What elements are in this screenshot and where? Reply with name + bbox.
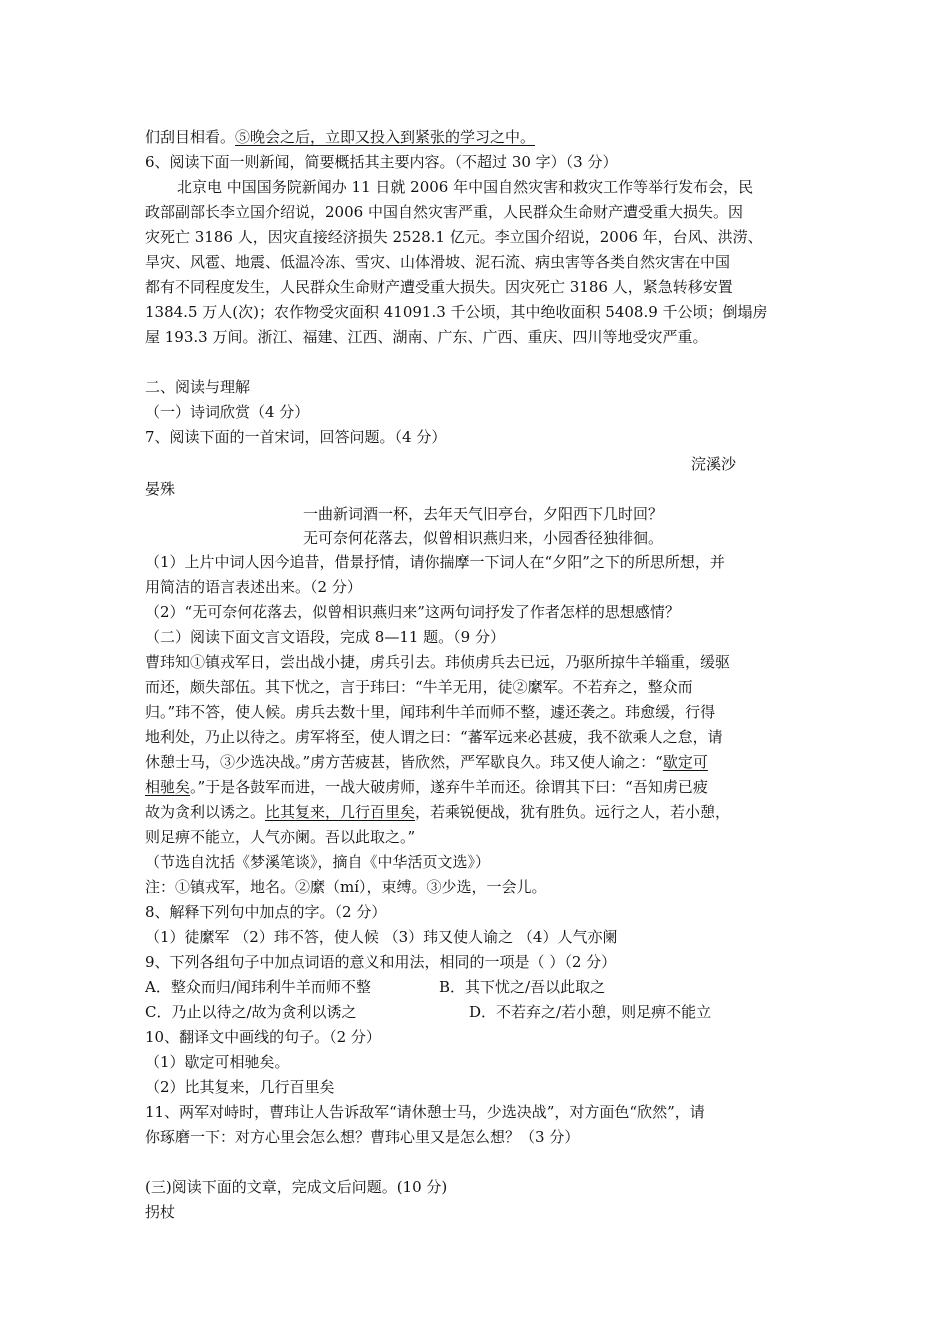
classical-text-line [145, 800, 730, 824]
underlined-sentence: 歇定可 [662, 753, 708, 771]
text-segment: 故为贪利以诱之。 [145, 803, 266, 821]
option-d: D．不若弃之/若小憩，则足痹不能立 [469, 1003, 712, 1021]
option-b: B．其下忧之/吾以此取之 [439, 978, 606, 996]
text-segment: 休憩士马，③少选决战。”虏方苦疲甚，皆欣然，严军歇良久。玮又使人谕之：“ [145, 753, 663, 771]
classical-text-line: 而还，颇失部伍。其下忧之，言于玮曰：“牛羊无用，徒②縻军。不若弃之，整众而 [145, 678, 693, 696]
question-10-item: （1）歇定可相驰矣。 [145, 1053, 290, 1071]
text-segment: ，若乘锐便战，犹有胜负。远行之人，若小憩， [415, 803, 731, 821]
classical-text-line: 则足痹不能立，人气亦阑。吾以此取之。” [145, 828, 416, 846]
option-c: C．乃止以待之/故为贪利以诱之 [145, 1003, 357, 1021]
poem-title: 浣溪沙 [691, 455, 737, 473]
news-paragraph-line: 屋 193.3 万间。浙江、福建、江西、湖南、广东、广西、重庆、四川等地受灾严重。 [145, 328, 708, 346]
underlined-sentence: 相驰矣 [145, 778, 191, 796]
classical-text-line [145, 750, 708, 774]
poem-line: 一曲新词酒一杯，去年天气旧亭台，夕阳西下几时回？ [303, 505, 664, 523]
question-10-item: （2）比其复来，几行百里矣 [145, 1078, 335, 1096]
question-7-1-line: 用简洁的语言表述出来。（2 分） [145, 578, 362, 596]
annotation-note: 注：①镇戎军，地名。②縻（mí），束缚。③少选，一会儿。 [145, 878, 547, 896]
question-11-line: 你琢磨一下：对方心里会怎么想？曹玮心里又是怎么想？（3 分） [145, 1128, 580, 1146]
news-paragraph-line: 灾死亡 3186 人，因灾直接经济损失 2528.1 亿元。李立国介绍说，2006 年，台风、洪涝、 [145, 228, 763, 246]
question-8-items: （1）徒縻军 （2）玮不答，使人候 （3）玮又使人谕之 （4）人气亦阑 [145, 928, 618, 946]
poem-line: 无可奈何花落去，似曾相识燕归来，小园香径独徘徊。 [303, 529, 664, 547]
classical-text-line: 曹玮知①镇戎军日，尝出战小捷，虏兵引去。玮侦虏兵去已远，乃驱所掠牛羊辎重，缓驱 [145, 653, 731, 671]
news-paragraph-line: 政部副部长李立国介绍说，2006 中国自然灾害严重，人民群众生命财产遭受重大损失。因 [145, 203, 743, 221]
question-6-prompt: 6、阅读下面一则新闻，简要概括其主要内容。（不超过 30 字）（3 分） [145, 153, 618, 171]
subsection-heading: （二）阅读下面文言文语段，完成 8—11 题。（9 分） [145, 628, 505, 646]
classical-text-line: 地利处，乃止以待之。虏军将至，使人谓之曰：“蕃军远来必甚疲，我不欲乘人之怠，请 [145, 728, 723, 746]
news-paragraph-line: 1384.5 万人(次)；农作物受灾面积 41091.3 千公顷，其中绝收面积 5408.9 千公顷；倒塌房 [145, 303, 768, 321]
question-7-prompt: 7、阅读下面的一首宋词，回答问题。（4 分） [145, 428, 447, 446]
news-paragraph-line: 旱灾、风雹、地震、低温冷冻、雪灾、山体滑坡、泥石流、病虫害等各类自然灾害在中国 [145, 253, 731, 271]
classical-text-line: 归。”玮不答，使人候。虏兵去数十里，闻玮利牛羊而师不整，遽还袭之。玮愈缓，行得 [145, 703, 716, 721]
underlined-sentence: 比其复来，几行百里矣 [265, 803, 416, 821]
text-segment: 。”于是各鼓军而进，一战大破虏师，遂弃牛羊而还。徐谓其下曰：“吾知虏已疲 [190, 778, 708, 796]
source-note: （节选自沈括《梦溪笔谈》，摘自《中华活页文选》） [145, 853, 491, 871]
text-line [145, 125, 535, 149]
subsection-heading: (三)阅读下面的文章，完成文后问题。(10 分) [145, 1178, 448, 1196]
text-segment: 们刮目相看。 [145, 128, 236, 146]
news-paragraph-line: 北京电 中国国务院新闻办 11 日就 2006 年中国自然灾害和救灾工作等举行发布会，民 [177, 178, 754, 196]
question-8-prompt: 8、解释下列句中加点的字。（2 分） [145, 903, 387, 921]
question-7-1-line: （1）上片中词人因今追昔，借景抒情，请你揣摩一下词人在“夕阳”之下的所思所想，并 [145, 553, 725, 571]
question-9-prompt: 9、下列各组句子中加点词语的意义和用法，相同的一项是（ ）（2 分） [145, 953, 617, 971]
underlined-sentence: ⑤晚会之后，立即又投入到紧张的学习之中。 [235, 128, 536, 146]
classical-text-line [145, 775, 708, 799]
question-7-2: （2）“无可奈何花落去，似曾相识燕归来”这两句词抒发了作者怎样的思想感情？ [145, 603, 680, 621]
poem-author: 晏殊 [145, 480, 176, 498]
question-10-prompt: 10、翻译文中画线的句子。（2 分） [145, 1028, 381, 1046]
article-title: 拐杖 [145, 1203, 176, 1221]
news-paragraph-line: 都有不同程度发生，人民群众生命财产遭受重大损失。因灾死亡 3186 人，紧急转移安置 [145, 278, 733, 296]
option-a: A．整众而归/闻玮利牛羊而师不整 [145, 978, 371, 996]
question-11-line: 11、两军对峙时，曹玮让人告诉敌军“请休憩士马，少选决战”，对方面色“欣然”，请 [145, 1103, 705, 1121]
subsection-heading: （一）诗词欣赏（4 分） [145, 403, 310, 421]
section-heading: 二、阅读与理解 [145, 378, 251, 396]
